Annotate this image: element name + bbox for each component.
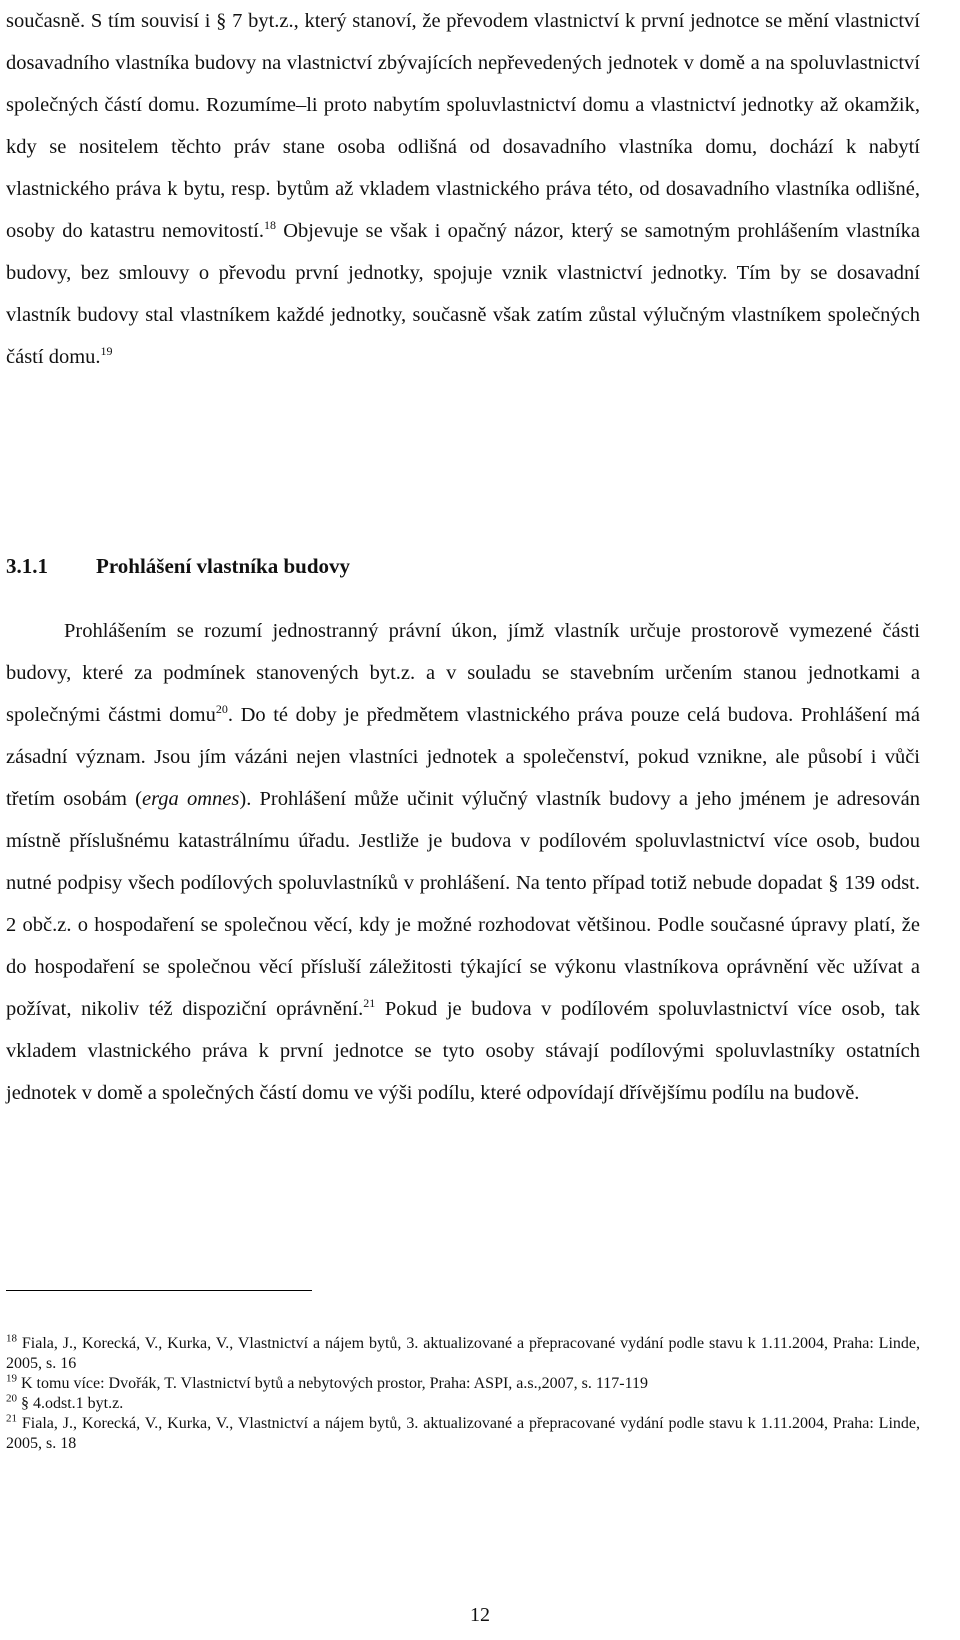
latin-term: erga omnes xyxy=(141,788,240,810)
footnote-reference: 21 xyxy=(363,996,376,1011)
section-number: 3.1.1 xyxy=(6,554,48,578)
body-paragraph-1 xyxy=(6,0,920,378)
footnote-reference: 20 xyxy=(215,702,228,717)
footnote-reference: 19 xyxy=(100,344,113,359)
footnote-reference: 18 xyxy=(264,218,276,233)
paragraph-text: Pokud je budova v podílovém spoluvlastnictví více osob, tak vkladem vlastnického práva k první jednotce se tyto osoby stávají podílovými spoluvlastníky ostatních jednotek v domě a společných částí domu ve výši podílu, které odpovídají dřívějšímu podílu na budově. xyxy=(6,998,920,1104)
footnote-separator xyxy=(6,1290,312,1291)
footnote-text: Fiala, J., Korecká, V., Kurka, V., Vlastnictví a nájem bytů, 3. aktualizované a přepracované vydání podle stavu k 1.11.2004, Praha: Linde, 2005, s. 16 xyxy=(6,1335,920,1372)
paragraph-text: . Do té doby je předmětem vlastnického práva pouze celá budova. Prohlášení má zásadní význam. Jsou jím vázáni nejen vlastníci jednotek a společenství, pokud vznikne, ale působí i vůči třetím osobám ( xyxy=(6,704,920,810)
footnote-18 xyxy=(6,1334,920,1374)
footnote-20 xyxy=(6,1394,920,1414)
footnotes xyxy=(6,1334,920,1454)
paragraph-text: Objevuje se však i opačný názor, který se samotným prohlášením vlastníka budovy, bez smlouvy o převodu první jednotky, spojuje vznik vlastnictví jednotky. Tím by se dosavadní vlastník budovy stal vlastníkem každé jednotky, současně však zatím zůstal výlučným vlastníkem společných částí domu. xyxy=(6,220,920,368)
footnote-text: Fiala, J., Korecká, V., Kurka, V., Vlastnictví a nájem bytů, 3. aktualizované a přepracované vydání podle stavu k 1.11.2004, Praha: Linde, 2005, s. 18 xyxy=(6,1415,920,1452)
footnote-number: 21 xyxy=(6,1412,17,1425)
section-title: Prohlášení vlastníka budovy xyxy=(96,554,351,578)
page-number: 12 xyxy=(470,1604,490,1626)
footnote-text: § 4.odst.1 byt.z. xyxy=(17,1395,124,1412)
footnote-21 xyxy=(6,1414,920,1454)
paragraph-text: Prohlášením se rozumí jednostranný právní úkon, jímž vlastník určuje prostorově vymezené části budovy, které za podmínek stanovených byt.z. a v souladu se stavebním určením stanou jednotkami a společnými částmi domu xyxy=(6,620,920,726)
footnote-number: 18 xyxy=(6,1332,17,1345)
footnote-text: K tomu více: Dvořák, T. Vlastnictví bytů a nebytových prostor, Praha: ASPI, a.s.,2007, s. 117-119 xyxy=(17,1375,648,1392)
footnote-19 xyxy=(6,1374,920,1394)
paragraph-text: ). Prohlášení může učinit výlučný vlastník budovy a jeho jménem je adresován místně příslušnému katastrálnímu úřadu. Jestliže je budova v podílovém spoluvlastnictví více osob, budou nutné podpisy všech podílových spoluvlastníků v prohlášení. Na tento případ totiž nebude dopadat § 139 odst. 2 obč.z. o hospodaření se společnou věcí, kdy je možné rozhodovat většinou. Podle současné úpravy platí, že do hospodaření se společnou věcí přísluší záležitosti týkající se výkonu vlastníkova oprávnění věc užívat a požívat, nikoliv též dispoziční oprávnění. xyxy=(6,788,920,1020)
paragraph-text: současně. S tím souvisí i § 7 byt.z., který stanoví, že převodem vlastnictví k první jednotce se mění vlastnictví dosavadního vlastníka budovy na vlastnictví zbývajících nepřevedených jednotek v domě a na spoluvlastnictví společných částí domu. Rozumíme–li proto nabytím spoluvlastnictví domu a vlastnictví jednotky až okamžik, kdy se nositelem těchto práv stane osoba odlišná od dosavadního vlastníka domu, dochází k nabytí vlastnického práva k bytu, resp. bytům až vkladem vlastnického práva této, od dosavadního vlastníka odlišné, osoby do katastru nemovitostí. xyxy=(6,10,920,242)
footnote-number: 20 xyxy=(6,1392,17,1405)
section-heading xyxy=(6,552,906,580)
footnote-number: 19 xyxy=(6,1372,17,1385)
body-paragraph-2 xyxy=(6,610,920,1114)
